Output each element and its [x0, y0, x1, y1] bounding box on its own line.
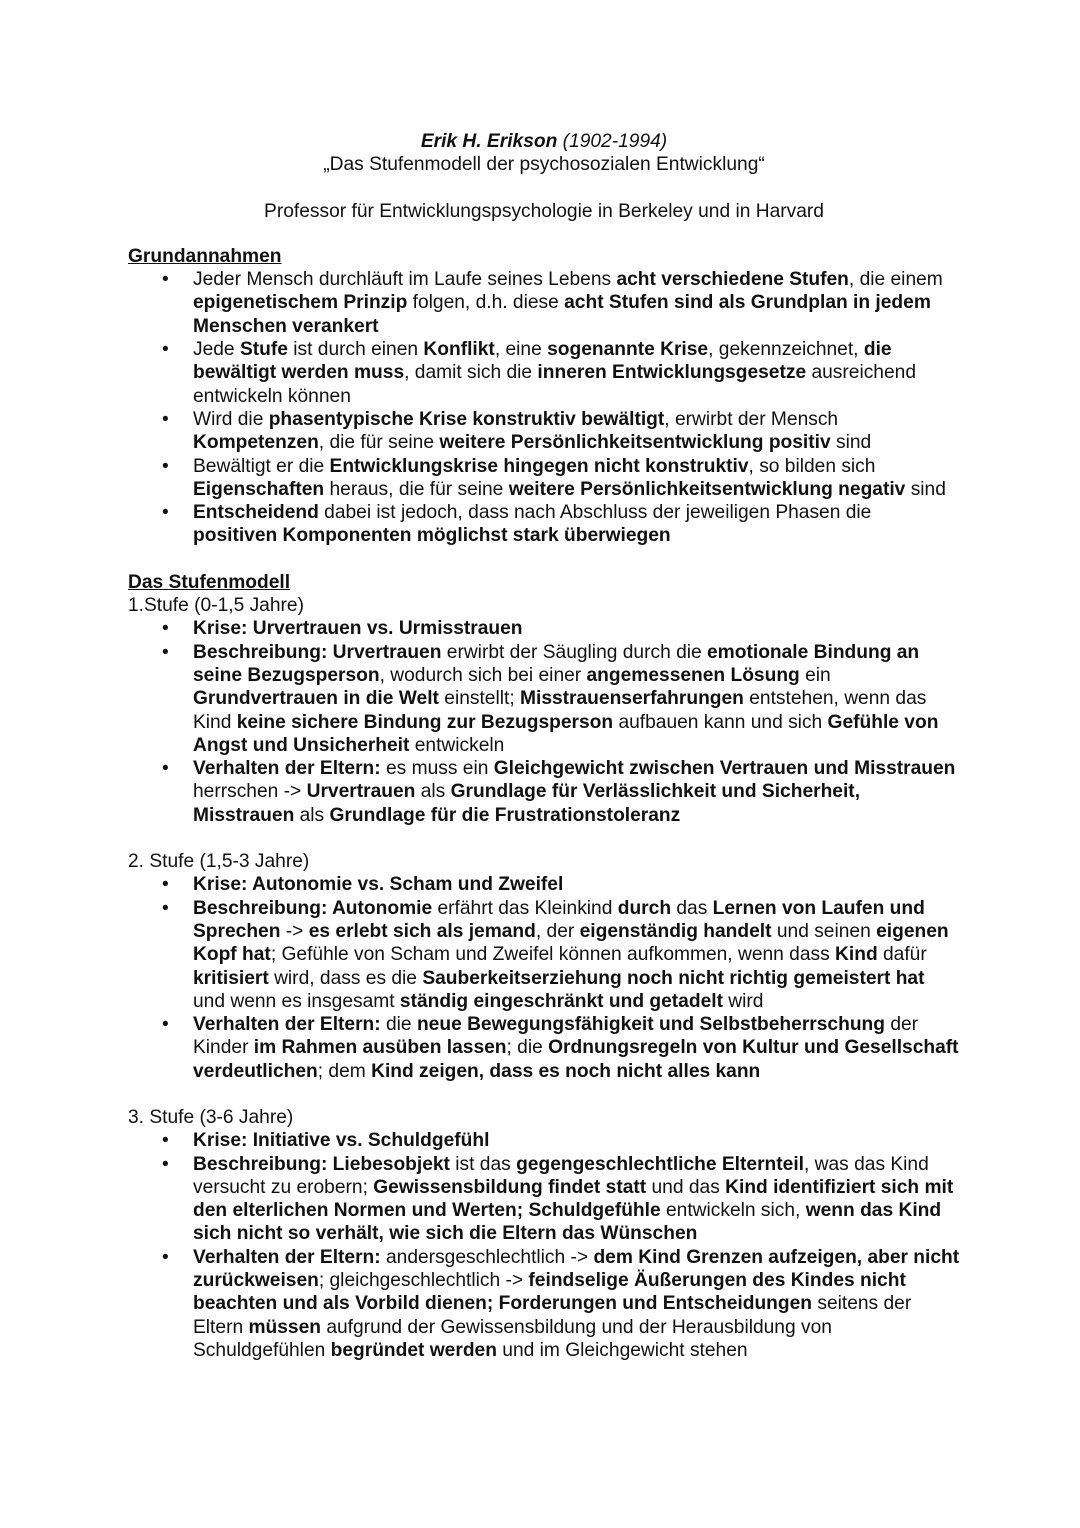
- text: andersgeschlechtlich ->: [380, 1246, 594, 1268]
- stage-3: [128, 1106, 960, 1362]
- text: Jede: [193, 339, 240, 361]
- bold-text: Verhalten der Eltern:: [193, 1246, 381, 1268]
- text: ist das: [449, 1153, 517, 1175]
- bold-text: feindselige Äußerungen des Kindes nicht beachten und als Vorbild dienen; Forderungen und Entscheidungen: [193, 1270, 906, 1315]
- text: , gekennzeichnet,: [708, 339, 864, 361]
- bold-text: Grundlage für die Frustrationstoleranz: [329, 804, 681, 826]
- text: folgen, d.h. diese: [407, 292, 565, 314]
- text: ; Gefühle von Scham und Zweifel können aufkommen, wenn dass: [270, 944, 836, 966]
- author-name: Erik H. Erikson: [420, 131, 558, 152]
- text: aufgrund der Gewissensbildung und der Herausbildung von Schuldgefühlen: [193, 1316, 832, 1361]
- title-line: [128, 130, 960, 153]
- text: und das: [646, 1176, 726, 1198]
- bold-text: Grundvertrauen in die Welt: [193, 688, 439, 710]
- stage-heading: 3. Stufe (3-6 Jahre): [128, 1106, 294, 1128]
- stage-list: [128, 873, 960, 1083]
- text: als: [415, 781, 451, 803]
- text: ausreichend entwickeln können: [193, 362, 916, 407]
- bold-text: begründet werden: [330, 1339, 497, 1361]
- text: heraus, die für seine: [324, 478, 509, 500]
- bold-text: Krise: Initiative vs. Schuldgefühl: [193, 1130, 490, 1152]
- list-item: [128, 338, 960, 408]
- text: Wird die: [193, 408, 269, 430]
- bold-text: Grundlage für Verlässlichkeit und Sicherheit, Misstrauen: [193, 781, 861, 826]
- list-item: [128, 873, 960, 896]
- text: ein: [799, 664, 831, 686]
- text: entwickeln: [409, 734, 505, 756]
- text: , der: [535, 920, 580, 942]
- author-profession: Professor für Entwicklungspsychologie in Berkeley und in Harvard: [264, 200, 824, 222]
- bold-text: Beschreibung: Urvertrauen: [193, 641, 442, 663]
- list-item: [128, 408, 960, 455]
- bold-text: ständig eingeschränkt und getadelt: [399, 990, 723, 1012]
- bold-text: phasentypische Krise konstruktiv bewältigt: [268, 408, 665, 430]
- text: dabei ist jedoch, dass nach Abschluss der jeweiligen Phasen die: [318, 502, 872, 524]
- bold-text: es erlebt sich als jemand: [308, 920, 536, 942]
- text: einstellt;: [438, 688, 520, 710]
- bold-text: eigenen Kopf hat: [193, 920, 949, 966]
- bold-text: Lernen von Laufen und Sprechen: [193, 897, 925, 942]
- text: , erwirbt der Mensch: [664, 408, 839, 430]
- bold-text: Verhalten der Eltern:: [193, 1014, 381, 1036]
- bold-text: Beschreibung: Liebesobjekt: [193, 1153, 450, 1175]
- text: als: [294, 804, 330, 826]
- text: , damit sich die: [404, 362, 538, 384]
- bold-text: wenn das Kind sich nicht so verhält, wie sich die Eltern das Wünschen: [193, 1200, 942, 1245]
- text: ; dem: [317, 1060, 372, 1082]
- text: , so bilden sich: [748, 455, 876, 477]
- bold-text: Krise: Autonomie vs. Scham und Zweifel: [193, 874, 564, 896]
- list-item: [128, 1013, 960, 1083]
- bold-text: Urvertrauen: [306, 781, 416, 803]
- bold-text: im Rahmen ausüben lassen: [253, 1037, 507, 1059]
- text: der Kinder: [193, 1014, 919, 1059]
- bold-text: Verhalten der Eltern:: [193, 758, 381, 780]
- bold-text: dem Kind Grenzen aufzeigen, aber nicht zurückweisen: [193, 1246, 960, 1292]
- bold-text: weitere Persönlichkeitsentwicklung positiv: [439, 432, 831, 454]
- text: ; gleichgeschlechtlich ->: [318, 1270, 529, 1292]
- text: Bewältigt er die: [193, 455, 330, 477]
- bold-text: Entscheidend: [193, 502, 319, 524]
- bold-text: Krise: Urvertrauen vs. Urmisstrauen: [193, 618, 523, 640]
- list-item: [128, 897, 960, 1013]
- bold-text: Kind zeigen, dass es noch nicht alles kann: [371, 1060, 761, 1082]
- text: , eine: [494, 339, 548, 361]
- bold-text: angemessenen Lösung: [586, 664, 800, 686]
- text: es muss ein: [380, 758, 494, 780]
- bold-text: die bewältigt werden muss: [193, 339, 892, 384]
- bold-text: Konflikt: [423, 339, 495, 361]
- bold-text: emotionale Bindung an seine Bezugsperson: [193, 641, 920, 686]
- list-item: [128, 1246, 960, 1362]
- text: und seinen: [771, 920, 877, 942]
- list-item: [128, 641, 960, 757]
- bold-text: durch: [617, 897, 672, 919]
- list-item: [128, 757, 960, 827]
- bold-text: Eigenschaften: [193, 478, 325, 500]
- bold-text: weitere Persönlichkeitsentwicklung negativ: [508, 478, 906, 500]
- bold-text: Entwicklungskrise hingegen nicht konstruktiv: [329, 455, 749, 477]
- list-item: [128, 1153, 960, 1246]
- bold-text: positiven Komponenten möglichst stark überwiegen: [193, 525, 671, 547]
- bold-text: Ordnungsregeln von Kultur und Gesellschaft verdeutlichen: [193, 1037, 959, 1082]
- text: , wodurch sich bei einer: [379, 664, 587, 686]
- stage-list: [128, 1129, 960, 1362]
- bold-text: acht verschiedene Stufen: [616, 269, 849, 291]
- list-item: [128, 1129, 960, 1152]
- grundannahmen-list: [128, 268, 960, 548]
- text: ->: [280, 920, 309, 942]
- bold-text: epigenetischem Prinzip: [193, 292, 408, 314]
- text: das: [671, 897, 713, 919]
- bold-text: gegengeschlechtliche Elternteil: [516, 1153, 804, 1175]
- bold-text: Stufe: [239, 339, 288, 361]
- text: , die für seine: [318, 432, 440, 454]
- author-years: (1902-1994): [557, 131, 668, 152]
- bold-text: Gewissensbildung findet statt: [373, 1176, 647, 1198]
- bold-text: eigenständig handelt: [579, 920, 772, 942]
- text: aufbauen kann und sich: [613, 711, 828, 733]
- text: , was das Kind versucht zu erobern;: [193, 1153, 929, 1198]
- text: sind: [905, 478, 946, 500]
- text: wird: [722, 990, 764, 1012]
- stage-1: [128, 594, 960, 827]
- bold-text: Sauberkeitserziehung noch nicht richtig gemeistert hat: [422, 967, 925, 989]
- stage-2: [128, 850, 960, 1083]
- text: seitens der Eltern: [193, 1293, 912, 1338]
- document-header: [128, 130, 960, 223]
- bold-text: Kompetenzen: [193, 432, 319, 454]
- text: ; die: [506, 1037, 549, 1059]
- text: und im Gleichgewicht stehen: [496, 1339, 748, 1361]
- bold-text: neue Bewegungsfähigkeit und Selbstbeherrschung: [416, 1014, 885, 1036]
- list-item: [128, 455, 960, 502]
- text: dafür: [877, 944, 927, 966]
- bold-text: kritisiert: [193, 967, 269, 989]
- stage-heading: 2. Stufe (1,5-3 Jahre): [128, 851, 310, 873]
- section-heading-grundannahmen: Grundannahmen: [128, 245, 282, 267]
- text: wird, dass es die: [268, 967, 423, 989]
- document-subtitle: „Das Stufenmodell der psychosozialen Entwicklung“: [323, 154, 765, 176]
- text: erfährt das Kleinkind: [432, 897, 618, 919]
- bold-text: acht Stufen sind als Grundplan in jedem Menschen verankert: [193, 292, 931, 337]
- text: erwirbt der Säugling durch die: [441, 641, 708, 663]
- bold-text: Beschreibung: Autonomie: [193, 897, 433, 919]
- bold-text: Misstrauenserfahrungen: [520, 688, 744, 710]
- text: entstehen, wenn das Kind: [193, 688, 927, 733]
- text: entwickeln sich,: [660, 1200, 806, 1222]
- stages-container: [128, 594, 960, 1362]
- bold-text: Kind identifiziert sich mit den elterlichen Normen und Werten; Schuldgefühle: [193, 1176, 954, 1222]
- bold-text: Kind: [835, 944, 878, 966]
- text: Jeder Mensch durchläuft im Laufe seines Lebens: [193, 269, 617, 291]
- stage-heading: 1.Stufe (0-1,5 Jahre): [128, 595, 304, 617]
- bold-text: inneren Entwicklungsgesetze: [537, 362, 807, 384]
- stage-list: [128, 617, 960, 827]
- bold-text: müssen: [248, 1316, 321, 1338]
- bold-text: Gefühle von Angst und Unsicherheit: [193, 711, 939, 756]
- bold-text: Gleichgewicht zwischen Vertrauen und Misstrauen: [493, 758, 956, 780]
- bold-text: keine sichere Bindung zur Bezugsperson: [236, 711, 614, 733]
- text: sind: [830, 432, 872, 454]
- list-item: [128, 268, 960, 338]
- text: und wenn es insgesamt: [193, 990, 400, 1012]
- list-item: [128, 617, 960, 640]
- text: die: [380, 1014, 417, 1036]
- text: herrschen ->: [193, 781, 307, 803]
- section-heading-stufenmodell: Das Stufenmodell: [128, 571, 291, 593]
- bold-text: sogenannte Krise: [547, 339, 709, 361]
- text: , die einem: [848, 269, 943, 291]
- text: ist durch einen: [287, 339, 424, 361]
- list-item: [128, 501, 960, 548]
